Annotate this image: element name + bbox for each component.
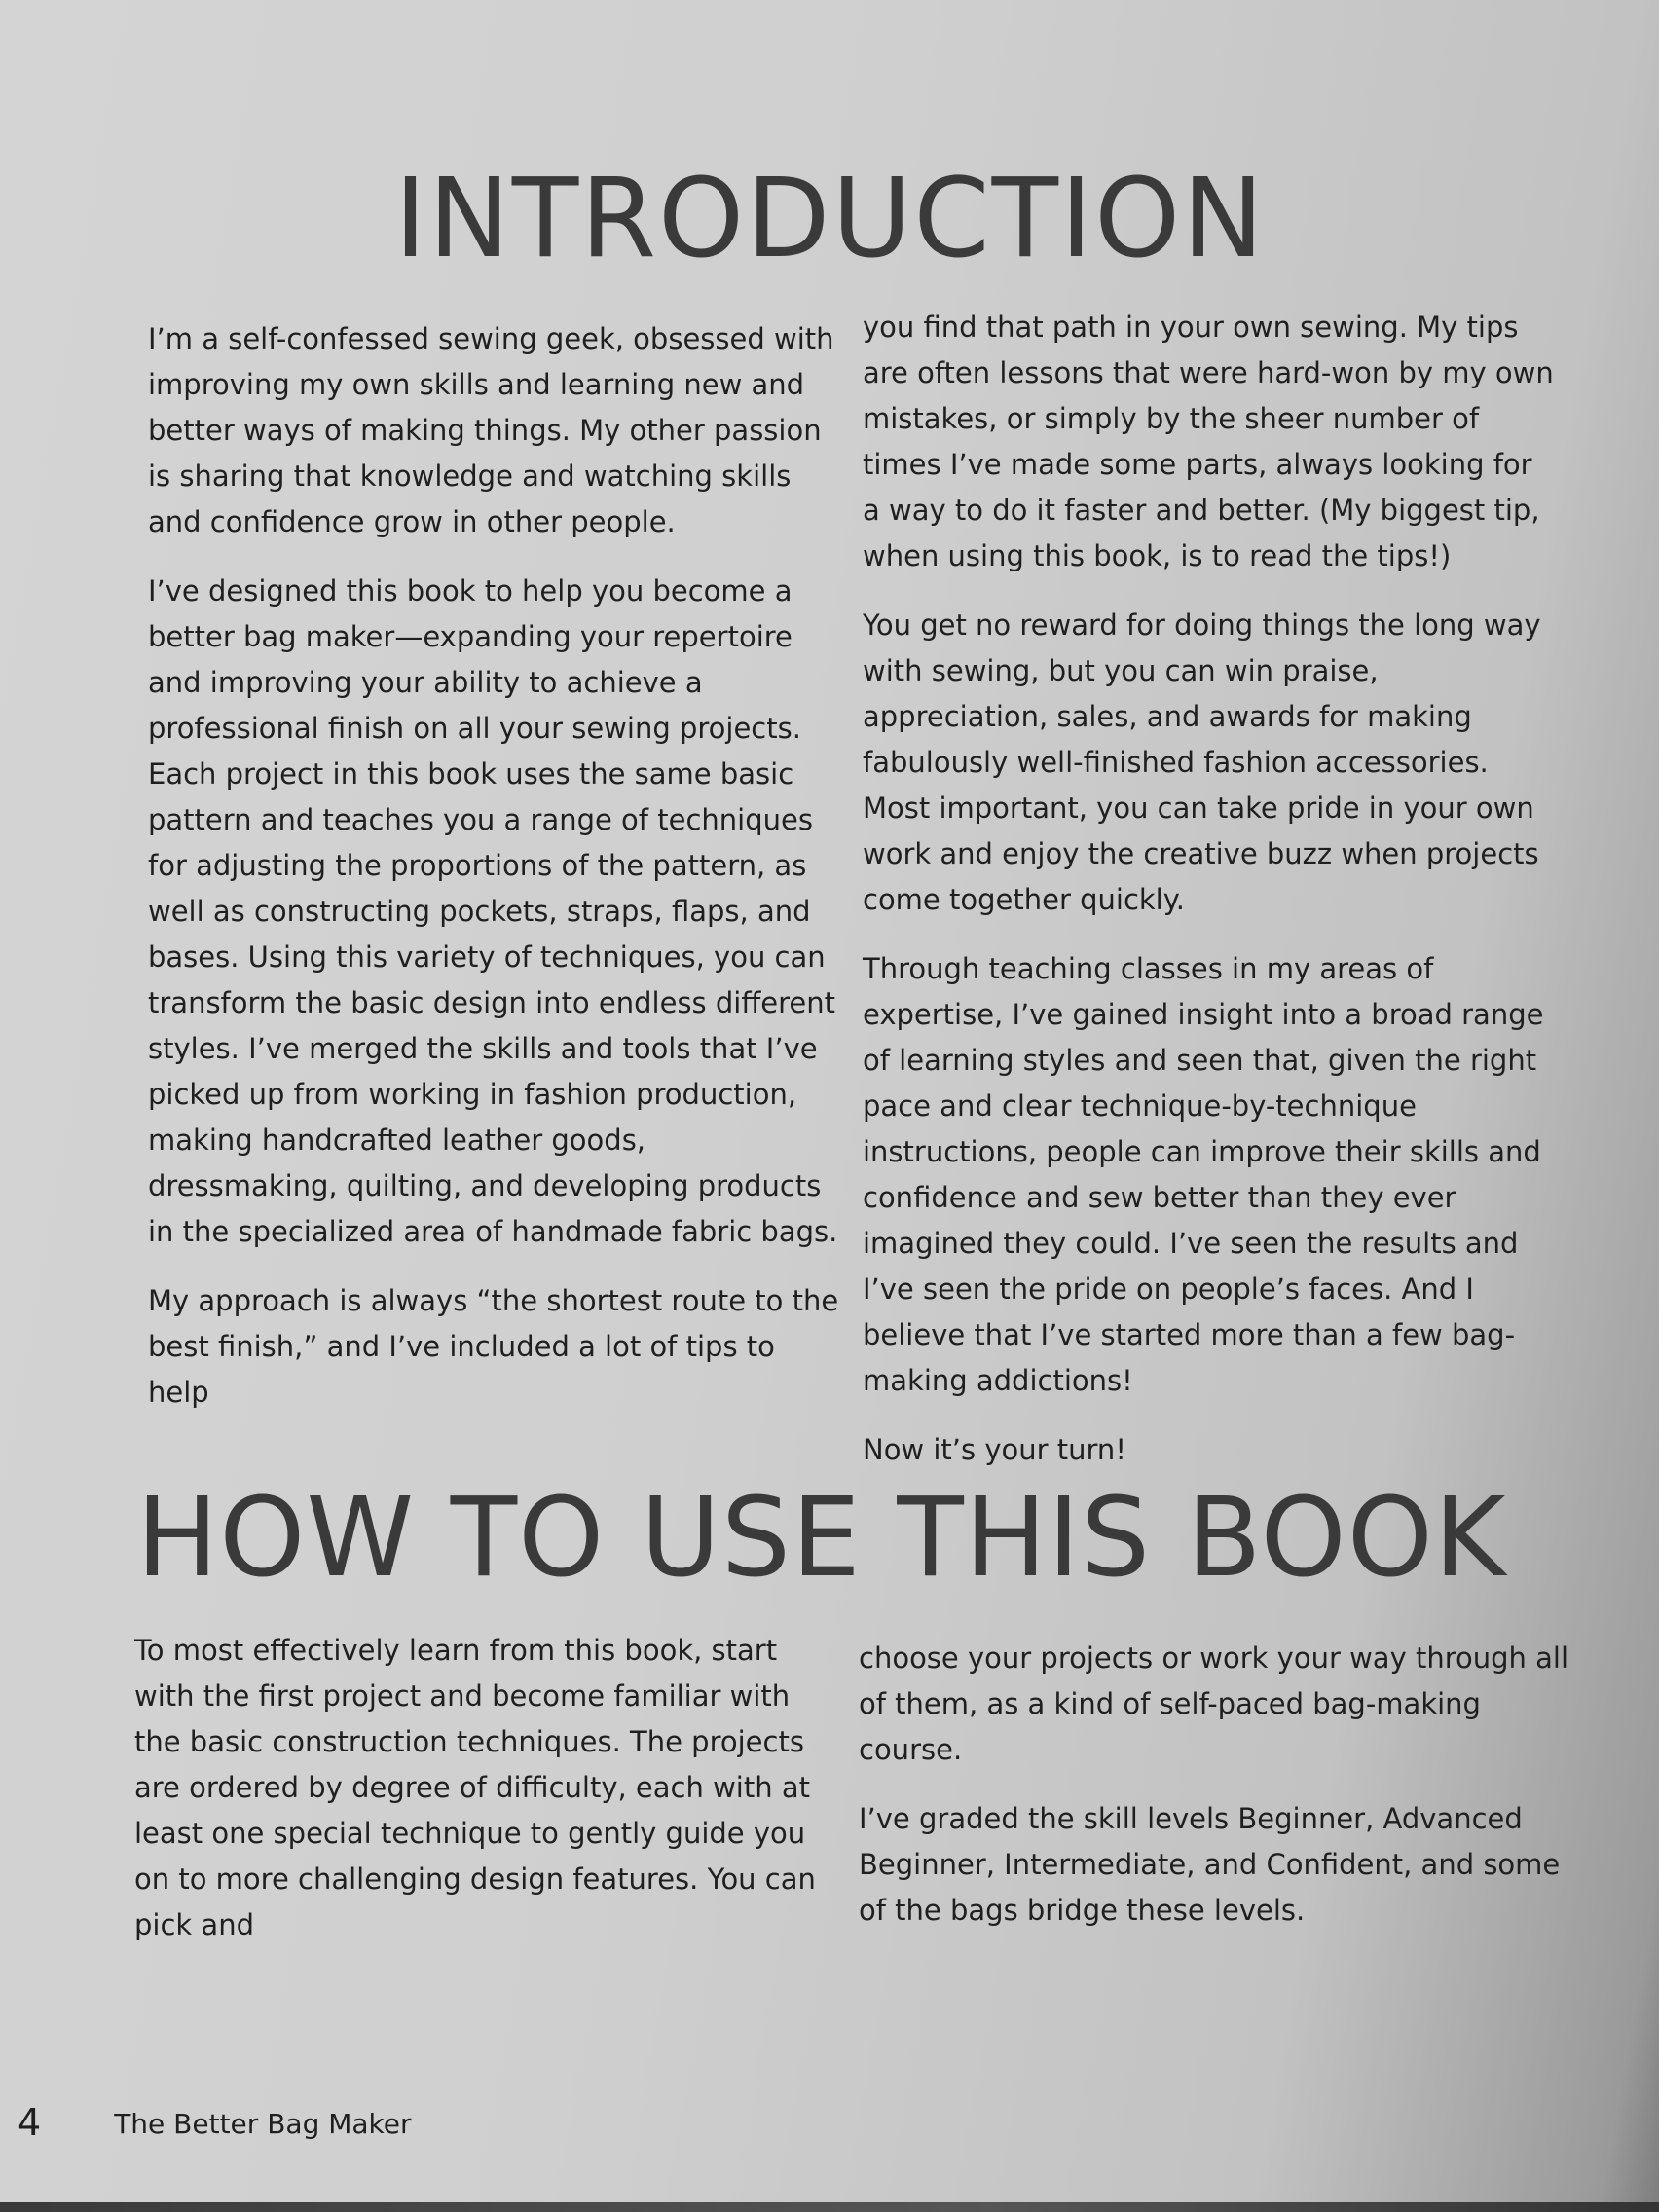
paragraph: To most effectively learn from this book, start with the first project and become familiar with the basic construction techniques. The projects are ordered by degree of difficulty, each with at least one special technique to gently guide you on to more challenging design features. You can pick and — [134, 1634, 816, 1941]
paragraph: Now it’s your turn! — [863, 1433, 1126, 1466]
page-footer — [18, 2101, 412, 2144]
how-to-use-column-right — [859, 1636, 1579, 1957]
paragraph: you find that path in your own sewing. My tips are often lessons that were hard-won by my own mistakes, or simply by the sheer number of times I’ve made some parts, always looking for a way to do it faster and better. (My biggest tip, when using this book, is to read the tips!) — [863, 311, 1554, 572]
introduction-heading: INTRODUCTION — [394, 156, 1267, 282]
introduction-column-right — [863, 305, 1554, 1496]
how-to-use-heading: HOW TO USE THIS BOOK — [136, 1475, 1507, 1602]
book-title: The Better Bag Maker — [114, 2108, 412, 2140]
paragraph: I’m a self-confessed sewing geek, obsessed with improving my own skills and learning new and better ways of making things. My other passion is sharing that knowledge and watching skills and confidence grow in other people. — [148, 322, 834, 538]
paragraph: You get no reward for doing things the long way with sewing, but you can win praise, appreciation, sales, and awards for making fabulously well-finished fashion accessories. Most important, you can take pride in your own work and enjoy the creative buzz when projects come together quickly. — [863, 608, 1541, 916]
page-number: 4 — [18, 2101, 42, 2144]
how-to-use-column-left — [134, 1628, 826, 1972]
paragraph: choose your projects or work your way through all of them, as a kind of self-paced bag-making course. — [859, 1641, 1569, 1766]
page-edge-strip — [0, 2202, 1659, 2212]
paragraph: My approach is always “the shortest route to the best finish,” and I’ve included a lot of tips to help — [148, 1284, 839, 1409]
paragraph: I’ve graded the skill levels Beginner, Advanced Beginner, Intermediate, and Confident, and some of the bags bridge these levels. — [859, 1802, 1561, 1927]
paragraph: I’ve designed this book to help you become a better bag maker—expanding your repertoire and improving your ability to achieve a professional finish on all your sewing projects. Each project in this book uses the same basic pattern and teaches you a range of techniques for adjusting the proportions of the pattern, as well as constructing pockets, straps, flaps, and bases. Using this variety of techniques, you can transform the basic design into endless different styles. I’ve merged the skills and tools that I’ve picked up from working in fashion production, making handcrafted leather goods, dressmaking, quilting, and developing products in the specialized area of handmade fabric bags. — [148, 574, 838, 1248]
introduction-column-left — [148, 316, 839, 1439]
paragraph: Through teaching classes in my areas of expertise, I’ve gained insight into a broad range of learning styles and seen that, given the right pace and clear technique-by-technique instructions, people can improve their skills and confidence and sew better than they ever imagined they could. I’ve seen the results and I’ve seen the pride on people’s faces. And I believe that I’ve started more than a few bag-making addictions! — [863, 952, 1544, 1397]
